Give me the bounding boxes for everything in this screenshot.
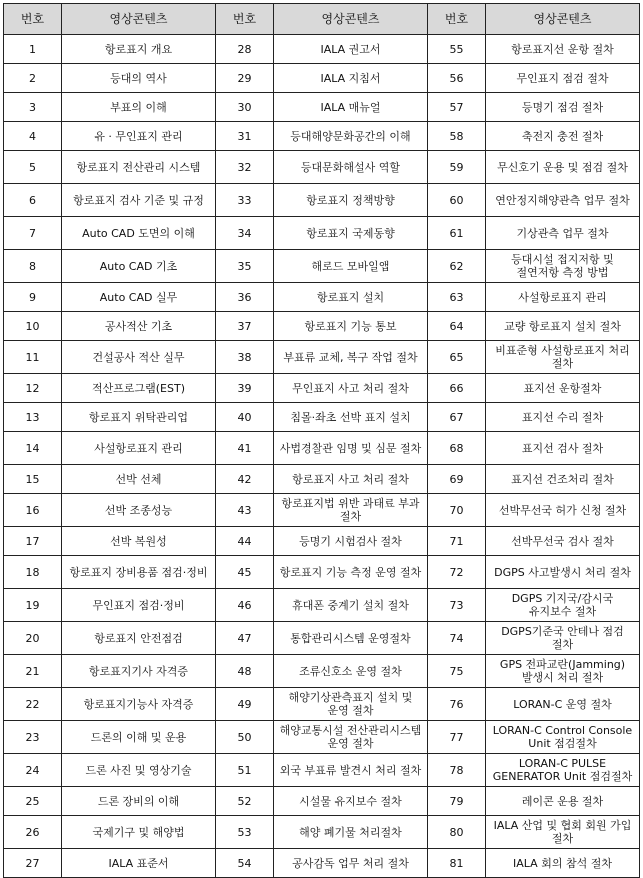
- row-number: 1: [4, 35, 62, 64]
- video-content-title: 항로표지 전산관리 시스템: [62, 151, 216, 184]
- table-row: [4, 250, 640, 283]
- row-number: 56: [428, 64, 486, 93]
- row-number: 23: [4, 721, 62, 754]
- video-content-title: 연안정지해양관측 업무 절차: [486, 184, 640, 217]
- video-content-title: 국제기구 및 해양법: [62, 816, 216, 849]
- row-number: 73: [428, 589, 486, 622]
- row-number: 62: [428, 250, 486, 283]
- video-content-title: 항로표지 국제동향: [274, 217, 428, 250]
- header-video-content: 영상콘텐츠: [62, 4, 216, 35]
- video-content-title: 부표류 교체, 복구 작업 절차: [274, 341, 428, 374]
- video-content-title: 표지선 운항절차: [486, 374, 640, 403]
- video-content-title: 사설항로표지 관리: [486, 283, 640, 312]
- video-content-title: 유 · 무인표지 관리: [62, 122, 216, 151]
- video-content-title: 선박 조종성능: [62, 494, 216, 527]
- video-content-title: 등대문화해설사 역할: [274, 151, 428, 184]
- table-row: [4, 787, 640, 816]
- video-content-title: IALA 매뉴얼: [274, 93, 428, 122]
- table-row: [4, 432, 640, 465]
- table-row: [4, 754, 640, 787]
- row-number: 50: [216, 721, 274, 754]
- video-content-title: 표지선 검사 절차: [486, 432, 640, 465]
- header-video-content: 영상콘텐츠: [274, 4, 428, 35]
- video-content-title: GPS 전파교란(Jamming) 발생시 처리 절차: [486, 655, 640, 688]
- video-content-title: 레이콘 운용 절차: [486, 787, 640, 816]
- row-number: 52: [216, 787, 274, 816]
- row-number: 51: [216, 754, 274, 787]
- row-number: 75: [428, 655, 486, 688]
- video-content-title: 항로표지 설치: [274, 283, 428, 312]
- row-number: 35: [216, 250, 274, 283]
- video-content-title: 사법경찰관 임명 및 심문 절차: [274, 432, 428, 465]
- row-number: 16: [4, 494, 62, 527]
- table-row: [4, 494, 640, 527]
- video-content-title: 항로표지법 위반 과태료 부과 절차: [274, 494, 428, 527]
- row-number: 59: [428, 151, 486, 184]
- header-number: 번호: [428, 4, 486, 35]
- video-content-title: IALA 표준서: [62, 849, 216, 878]
- table-row: [4, 374, 640, 403]
- video-content-title: 항로표지기능사 자격증: [62, 688, 216, 721]
- row-number: 44: [216, 527, 274, 556]
- row-number: 8: [4, 250, 62, 283]
- row-number: 29: [216, 64, 274, 93]
- video-content-title: 공사적산 기초: [62, 312, 216, 341]
- video-content-title: 축전지 충전 절차: [486, 122, 640, 151]
- video-content-title: 비표준형 사설항로표지 처리 절차: [486, 341, 640, 374]
- row-number: 66: [428, 374, 486, 403]
- row-number: 4: [4, 122, 62, 151]
- row-number: 61: [428, 217, 486, 250]
- row-number: 48: [216, 655, 274, 688]
- row-number: 79: [428, 787, 486, 816]
- row-number: 30: [216, 93, 274, 122]
- video-content-title: 적산프로그램(EST): [62, 374, 216, 403]
- table-row: [4, 556, 640, 589]
- row-number: 64: [428, 312, 486, 341]
- video-content-title: 선박무선국 허가 신청 절차: [486, 494, 640, 527]
- video-content-title: 항로표지 안전점검: [62, 622, 216, 655]
- row-number: 60: [428, 184, 486, 217]
- row-number: 6: [4, 184, 62, 217]
- row-number: 36: [216, 283, 274, 312]
- table-row: [4, 849, 640, 878]
- row-number: 27: [4, 849, 62, 878]
- row-number: 25: [4, 787, 62, 816]
- row-number: 33: [216, 184, 274, 217]
- video-content-title: 항로표지선 운항 절차: [486, 35, 640, 64]
- row-number: 22: [4, 688, 62, 721]
- video-content-title: 부표의 이해: [62, 93, 216, 122]
- video-content-title: 공사감독 업무 처리 절차: [274, 849, 428, 878]
- row-number: 71: [428, 527, 486, 556]
- row-number: 14: [4, 432, 62, 465]
- video-content-title: DGPS기준국 안테나 점검 절차: [486, 622, 640, 655]
- video-content-title: 침몰·좌초 선박 표지 설치: [274, 403, 428, 432]
- video-content-title: 해로드 모바일앱: [274, 250, 428, 283]
- video-content-title: 항로표지 정책방향: [274, 184, 428, 217]
- video-content-title: IALA 회의 참석 절차: [486, 849, 640, 878]
- row-number: 19: [4, 589, 62, 622]
- row-number: 58: [428, 122, 486, 151]
- table-row: [4, 655, 640, 688]
- row-number: 76: [428, 688, 486, 721]
- table-row: [4, 217, 640, 250]
- video-content-title: 무인표지 사고 처리 절차: [274, 374, 428, 403]
- row-number: 39: [216, 374, 274, 403]
- video-content-title: 드론의 이해 및 운용: [62, 721, 216, 754]
- video-content-title: 무신호기 운용 및 점검 절차: [486, 151, 640, 184]
- video-content-title: 항로표지 장비용품 점검·정비: [62, 556, 216, 589]
- video-content-title: 휴대폰 중계기 설치 절차: [274, 589, 428, 622]
- video-content-title: 항로표지 기능 측정 운영 절차: [274, 556, 428, 589]
- row-number: 26: [4, 816, 62, 849]
- row-number: 5: [4, 151, 62, 184]
- row-number: 18: [4, 556, 62, 589]
- row-number: 53: [216, 816, 274, 849]
- video-content-title: 항로표지기사 자격증: [62, 655, 216, 688]
- row-number: 42: [216, 465, 274, 494]
- video-content-title: 무인표지 점검 절차: [486, 64, 640, 93]
- video-content-title: IALA 권고서: [274, 35, 428, 64]
- row-number: 72: [428, 556, 486, 589]
- row-number: 49: [216, 688, 274, 721]
- row-number: 69: [428, 465, 486, 494]
- video-content-title: 건설공사 적산 실무: [62, 341, 216, 374]
- row-number: 40: [216, 403, 274, 432]
- video-content-title: 해양교통시설 전산관리시스템 운영 절차: [274, 721, 428, 754]
- video-content-title: LORAN-C PULSE GENERATOR Unit 점검절차: [486, 754, 640, 787]
- header-video-content: 영상콘텐츠: [486, 4, 640, 35]
- row-number: 15: [4, 465, 62, 494]
- row-number: 37: [216, 312, 274, 341]
- table-row: [4, 122, 640, 151]
- table-header-row: [4, 4, 640, 35]
- row-number: 32: [216, 151, 274, 184]
- video-content-title: 표지선 건조처리 절차: [486, 465, 640, 494]
- video-content-title: 통합관리시스템 운영절차: [274, 622, 428, 655]
- video-content-title: 등대의 역사: [62, 64, 216, 93]
- video-content-title: 등대해양문화공간의 이해: [274, 122, 428, 151]
- row-number: 65: [428, 341, 486, 374]
- table-row: [4, 64, 640, 93]
- row-number: 77: [428, 721, 486, 754]
- video-content-title: 교량 항로표지 설치 절차: [486, 312, 640, 341]
- table-row: [4, 816, 640, 849]
- row-number: 3: [4, 93, 62, 122]
- row-number: 24: [4, 754, 62, 787]
- video-content-title: 외국 부표류 발견시 처리 절차: [274, 754, 428, 787]
- row-number: 13: [4, 403, 62, 432]
- row-number: 31: [216, 122, 274, 151]
- video-content-title: LORAN-C Control Console Unit 점검절차: [486, 721, 640, 754]
- video-content-title: 표지선 수리 절차: [486, 403, 640, 432]
- video-content-title: 무인표지 점검·정비: [62, 589, 216, 622]
- row-number: 47: [216, 622, 274, 655]
- video-content-title: Auto CAD 도면의 이해: [62, 217, 216, 250]
- row-number: 80: [428, 816, 486, 849]
- row-number: 7: [4, 217, 62, 250]
- row-number: 57: [428, 93, 486, 122]
- row-number: 74: [428, 622, 486, 655]
- row-number: 2: [4, 64, 62, 93]
- row-number: 45: [216, 556, 274, 589]
- row-number: 54: [216, 849, 274, 878]
- video-content-title: LORAN-C 운영 절차: [486, 688, 640, 721]
- video-content-title: 등명기 시험검사 절차: [274, 527, 428, 556]
- video-content-title: 항로표지 사고 처리 절차: [274, 465, 428, 494]
- video-content-title: IALA 지침서: [274, 64, 428, 93]
- row-number: 81: [428, 849, 486, 878]
- video-content-title: 기상관측 업무 절차: [486, 217, 640, 250]
- table-row: [4, 527, 640, 556]
- video-content-title: 선박 선체: [62, 465, 216, 494]
- video-content-title: 등대시설 접지저항 및 절연저항 측정 방법: [486, 250, 640, 283]
- row-number: 41: [216, 432, 274, 465]
- table-row: [4, 35, 640, 64]
- video-content-title: 항로표지 검사 기준 및 규정: [62, 184, 216, 217]
- video-content-title: 조류신호소 운영 절차: [274, 655, 428, 688]
- video-content-title: IALA 산업 및 협회 회원 가입 절차: [486, 816, 640, 849]
- row-number: 43: [216, 494, 274, 527]
- table-row: [4, 622, 640, 655]
- video-content-title: 항로표지 개요: [62, 35, 216, 64]
- header-number: 번호: [216, 4, 274, 35]
- table-row: [4, 312, 640, 341]
- row-number: 28: [216, 35, 274, 64]
- row-number: 68: [428, 432, 486, 465]
- table-row: [4, 403, 640, 432]
- table-row: [4, 341, 640, 374]
- row-number: 34: [216, 217, 274, 250]
- header-number: 번호: [4, 4, 62, 35]
- row-number: 46: [216, 589, 274, 622]
- row-number: 63: [428, 283, 486, 312]
- video-content-title: DGPS 기지국/감시국 유지보수 절차: [486, 589, 640, 622]
- row-number: 21: [4, 655, 62, 688]
- row-number: 78: [428, 754, 486, 787]
- table-row: [4, 465, 640, 494]
- row-number: 70: [428, 494, 486, 527]
- video-content-title: 사설항로표지 관리: [62, 432, 216, 465]
- video-content-title: Auto CAD 기초: [62, 250, 216, 283]
- video-content-title: DGPS 사고발생시 처리 절차: [486, 556, 640, 589]
- video-content-title: 항로표지 기능 통보: [274, 312, 428, 341]
- video-content-title: 선박 복원성: [62, 527, 216, 556]
- table-row: [4, 93, 640, 122]
- row-number: 55: [428, 35, 486, 64]
- table-row: [4, 151, 640, 184]
- content-table-wrapper: [3, 3, 640, 878]
- row-number: 67: [428, 403, 486, 432]
- row-number: 11: [4, 341, 62, 374]
- video-content-title: Auto CAD 실무: [62, 283, 216, 312]
- video-content-title: 해양 폐기물 처리절차: [274, 816, 428, 849]
- video-content-table: [3, 3, 640, 878]
- table-row: [4, 184, 640, 217]
- row-number: 20: [4, 622, 62, 655]
- row-number: 38: [216, 341, 274, 374]
- row-number: 12: [4, 374, 62, 403]
- row-number: 9: [4, 283, 62, 312]
- video-content-title: 선박무선국 검사 절차: [486, 527, 640, 556]
- video-content-title: 등명기 점검 절차: [486, 93, 640, 122]
- row-number: 10: [4, 312, 62, 341]
- row-number: 17: [4, 527, 62, 556]
- table-row: [4, 589, 640, 622]
- video-content-title: 항로표지 위탁관리업: [62, 403, 216, 432]
- video-content-title: 드론 장비의 이해: [62, 787, 216, 816]
- video-content-title: 드론 사진 및 영상기술: [62, 754, 216, 787]
- video-content-title: 해양기상관측표지 설치 및 운영 절차: [274, 688, 428, 721]
- table-row: [4, 721, 640, 754]
- table-row: [4, 283, 640, 312]
- video-content-title: 시설물 유지보수 절차: [274, 787, 428, 816]
- table-row: [4, 688, 640, 721]
